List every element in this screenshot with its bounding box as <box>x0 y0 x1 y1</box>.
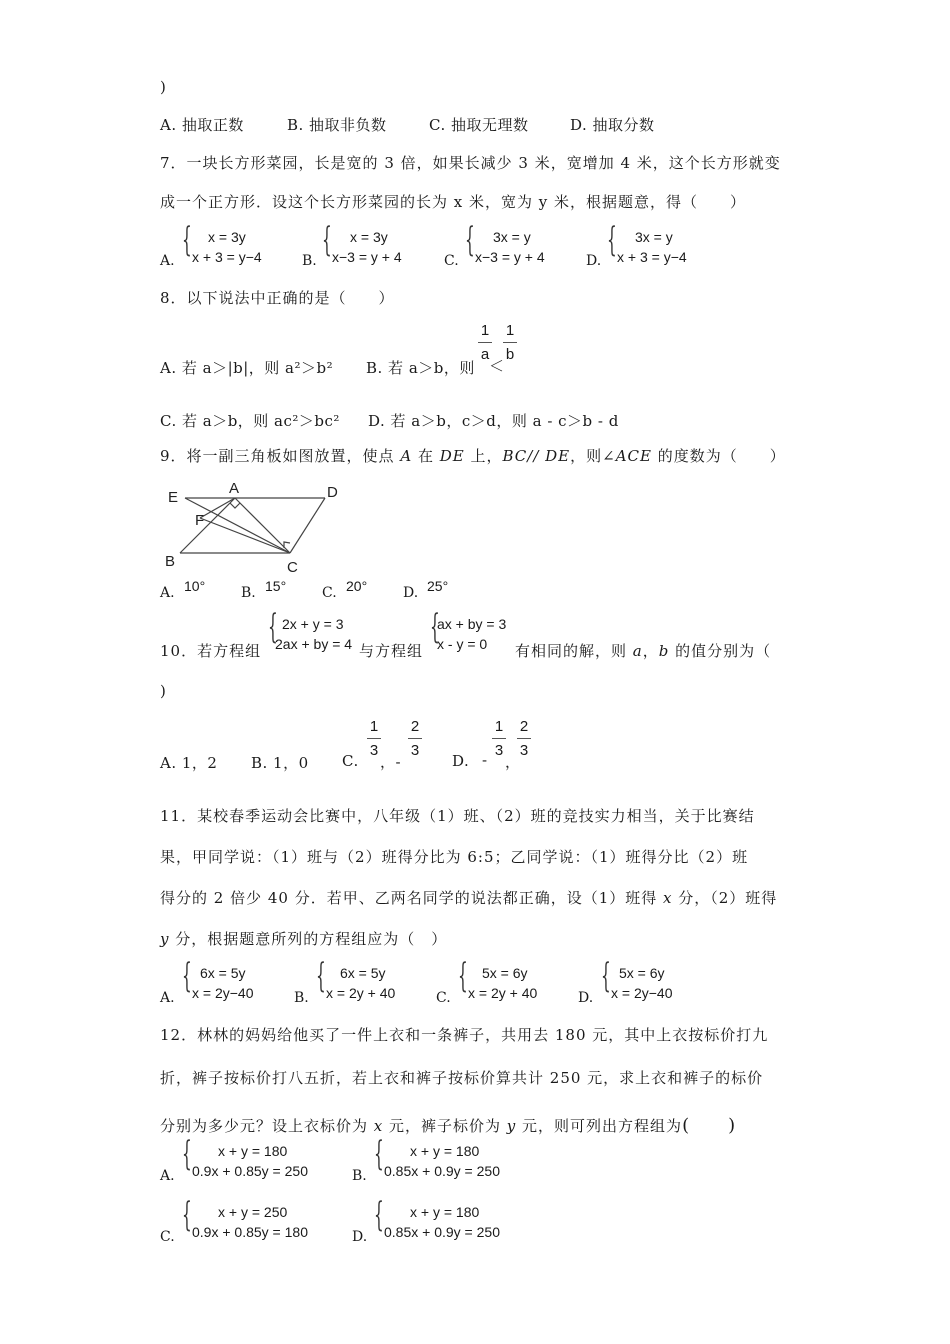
q6-option-c: C. 抽取无理数 <box>429 116 529 134</box>
q12-option-d-letter: D. <box>352 1229 368 1245</box>
text: 上， <box>464 447 503 465</box>
q12-option-b-system <box>374 1134 524 1185</box>
equation: x + y = 180 <box>218 1143 288 1159</box>
parallel-statement: BC// DE <box>502 447 571 465</box>
text: 分别为多少元？设上衣标价为 <box>160 1117 374 1135</box>
fraction-bar <box>367 738 381 739</box>
brace-icon: { <box>268 607 278 647</box>
brace-icon: { <box>182 1134 192 1174</box>
q7-option-d-letter: D. <box>586 253 602 269</box>
q10-option-c-fraction-1 <box>367 718 381 759</box>
label-C: C <box>287 559 298 576</box>
q12-stem-line2: 折，裤子按标价打八五折，若上衣和裤子按标价算共计 250 元，求上衣和裤子的标价 <box>160 1069 764 1087</box>
equation: 3x = y <box>493 229 531 245</box>
equation: 6x = 5y <box>340 965 386 981</box>
q12-stem-line1: 12．林林的妈妈给他买了一件上衣和一条裤子，共用去 180 元，其中上衣按标价打九 <box>160 1026 769 1044</box>
fraction-bar <box>408 738 422 739</box>
text: 分，（2）班得 <box>672 889 778 907</box>
numerator: 1 <box>505 322 515 339</box>
q10-prefix: 10．若方程组 <box>160 642 262 660</box>
q10-mid-text: 与方程组 <box>359 642 424 660</box>
fraction-bar <box>478 342 492 343</box>
q9-option-b-value: 15° <box>265 578 287 594</box>
q7-option-c-letter: C. <box>444 253 459 269</box>
label-F: F <box>195 512 205 529</box>
q12-option-c-system <box>182 1195 332 1246</box>
denominator: b <box>505 346 515 363</box>
q11-option-a-system <box>182 956 282 1007</box>
numerator: 1 <box>480 322 490 339</box>
q10-closing-paren: ) <box>160 682 167 700</box>
brace-icon: { <box>182 956 192 996</box>
q8-option-d: D. 若 a＞b，c＞d，则 a - c＞b - d <box>368 412 619 430</box>
q12-stem-line3 <box>160 1111 736 1137</box>
q10-option-d-fraction-2 <box>517 718 531 759</box>
text: 元，裤子标价为 <box>383 1117 507 1135</box>
q11-option-b-system <box>316 956 416 1007</box>
brace-icon: { <box>374 1195 384 1235</box>
point-label: A <box>400 447 413 465</box>
equation: x = 2y−40 <box>192 985 254 1001</box>
q11-option-c-letter: C. <box>436 990 451 1006</box>
q9-option-d-value: 25° <box>427 578 449 594</box>
q6-option-a: A. 抽取正数 <box>160 116 244 134</box>
denominator: 3 <box>410 742 420 759</box>
q9-option-c-value: 20° <box>346 578 368 594</box>
equation: 5x = 6y <box>482 965 528 981</box>
brace-icon: { <box>316 956 326 996</box>
angle-label: ACE <box>615 447 652 465</box>
q10-option-d-minus: - <box>482 751 488 769</box>
q8-stem: 8．以下说法中正确的是（ ） <box>160 289 395 307</box>
q9-option-d-letter: D. <box>403 585 419 601</box>
q11-stem-line3 <box>160 887 777 908</box>
brace-icon: { <box>182 220 192 260</box>
q10-option-c-sep: ，- <box>380 753 402 771</box>
question-closing-paren: ) <box>160 78 167 96</box>
variable-a: a <box>632 642 643 660</box>
q10-option-c-fraction-2 <box>408 718 422 759</box>
text: 的度数为（ ） <box>651 447 786 465</box>
text: 得分的 2 倍少 40 分．若甲、乙两名同学的说法都正确，设（1）班得 <box>160 889 664 907</box>
q10-option-d-fraction-1 <box>492 718 506 759</box>
text: 在 <box>412 447 440 465</box>
q6-option-d: D. 抽取分数 <box>570 116 655 134</box>
q11-stem-line4 <box>160 928 447 949</box>
equation: ax + by = 3 <box>437 616 507 632</box>
segment-DC <box>290 498 325 553</box>
variable-b: b <box>658 642 670 660</box>
q7-option-d-system <box>607 220 717 271</box>
q9-option-a-letter: A. <box>160 585 175 601</box>
q11-option-d-system <box>601 956 701 1007</box>
q12-option-c-letter: C. <box>160 1229 175 1245</box>
fraction-bar <box>492 738 506 739</box>
q7-option-a-system <box>182 220 292 271</box>
denominator: 3 <box>519 742 529 759</box>
q10-system-1 <box>268 607 363 658</box>
q9-option-a-value: 10° <box>184 578 206 594</box>
label-E: E <box>168 489 179 506</box>
q11-option-d-letter: D. <box>578 990 594 1006</box>
equation: 0.85x + 0.9y = 250 <box>384 1163 500 1179</box>
q8-relation: ＜ <box>489 357 505 375</box>
segment-BA <box>180 498 235 553</box>
q11-stem-line2: 果，甲同学说：（1）班与（2）班得分比为 6:5；乙同学说：（1）班得分比（2）班 <box>160 848 749 866</box>
q10-option-c-letter: C. <box>342 752 359 770</box>
equation: x + 3 = y−4 <box>617 249 687 265</box>
denominator: 3 <box>369 742 379 759</box>
brace-icon: { <box>601 956 611 996</box>
text: ，则∠ <box>570 447 616 465</box>
q8-option-a: A. 若 a＞|b|，则 a²＞b² <box>160 359 334 377</box>
text: 9．将一副三角板如图放置，使点 <box>160 447 401 465</box>
denominator: 3 <box>494 742 504 759</box>
q9-stem <box>160 445 786 466</box>
answer-paren: ( ) <box>682 1115 737 1136</box>
variable-x: x <box>373 1117 384 1135</box>
brace-icon: { <box>607 220 617 260</box>
q10-option-d-sep: ， <box>505 753 521 771</box>
brace-icon: { <box>322 220 332 260</box>
equation: 0.9x + 0.85y = 180 <box>192 1224 308 1240</box>
q7-option-a-letter: A. <box>160 253 175 269</box>
q7-stem-line1: 7．一块长方形菜园，长是宽的 3 倍，如果长减少 3 米，宽增加 4 米，这个长方形就变 <box>160 154 781 172</box>
equation: 2ax + by = 4 <box>275 636 353 652</box>
q7-option-b-system <box>322 220 432 271</box>
equation: x = 3y <box>350 229 388 245</box>
equation: x−3 = y + 4 <box>332 249 402 265</box>
q9-option-b-letter: B. <box>241 585 256 601</box>
equation: x = 2y + 40 <box>326 985 396 1001</box>
label-D: D <box>327 484 338 501</box>
equation: 2x + y = 3 <box>282 616 344 632</box>
equation: x = 2y−40 <box>611 985 673 1001</box>
q12-option-d-system <box>374 1195 524 1246</box>
q11-option-c-system <box>458 956 558 1007</box>
q12-option-a-letter: A. <box>160 1168 175 1184</box>
equation: x + 3 = y−4 <box>192 249 262 265</box>
q8-option-b-prefix: B. 若 a＞b，则 <box>366 359 475 377</box>
q7-option-c-system <box>465 220 575 271</box>
q6-option-b: B. 抽取非负数 <box>287 116 387 134</box>
equation: x−3 = y + 4 <box>475 249 545 265</box>
q7-option-b-letter: B. <box>302 253 317 269</box>
q7-stem-line2: 成一个正方形．设这个长方形菜园的长为 x 米，宽为 y 米，根据题意，得（ ） <box>160 193 747 211</box>
label-A: A <box>229 480 240 497</box>
brace-icon: { <box>430 607 440 647</box>
text: 分，根据题意所列的方程组应为（ ） <box>169 930 448 948</box>
brace-icon: { <box>465 220 475 260</box>
q9-option-c-letter: C. <box>322 585 337 601</box>
q12-option-a-system <box>182 1134 332 1185</box>
brace-icon: { <box>182 1195 192 1235</box>
text: 的值分别为（ <box>669 642 772 660</box>
q11-stem-line1: 11．某校春季运动会比赛中，八年级（1）班、（2）班的竞技实力相当，关于比赛结 <box>160 807 755 825</box>
equation: 5x = 6y <box>619 965 665 981</box>
equation: x - y = 0 <box>437 636 488 652</box>
equation: x + y = 180 <box>410 1143 480 1159</box>
segment-AC <box>235 498 290 553</box>
equation: x = 3y <box>208 229 246 245</box>
text: 有相同的解，则 <box>515 642 633 660</box>
equation: 0.9x + 0.85y = 250 <box>192 1163 308 1179</box>
right-angle-mark-A <box>230 503 240 508</box>
q8-fraction-2 <box>503 322 517 363</box>
segment-label: DE <box>439 447 465 465</box>
q12-option-b-letter: B. <box>352 1168 367 1184</box>
segment-FC <box>200 518 290 553</box>
numerator: 2 <box>410 718 420 735</box>
variable-x: x <box>663 889 673 907</box>
numerator: 2 <box>519 718 529 735</box>
q10-option-a: A. 1，2 <box>160 754 218 772</box>
equation: x = 2y + 40 <box>468 985 538 1001</box>
fraction-bar <box>503 342 517 343</box>
q10-system-2 <box>430 607 520 658</box>
equation: x + y = 250 <box>218 1204 288 1220</box>
text: ， <box>642 642 659 660</box>
numerator: 1 <box>369 718 379 735</box>
label-B: B <box>165 553 176 570</box>
brace-icon: { <box>458 956 468 996</box>
numerator: 1 <box>494 718 504 735</box>
equation: x + y = 180 <box>410 1204 480 1220</box>
q10-option-d-letter: D. <box>452 752 470 770</box>
fraction-bar <box>517 738 531 739</box>
q8-option-c: C. 若 a＞b，则 ac²＞bc² <box>160 412 340 430</box>
q10-option-b: B. 1，0 <box>251 754 309 772</box>
q11-option-a-letter: A. <box>160 990 175 1006</box>
q11-option-b-letter: B. <box>294 990 309 1006</box>
equation: 6x = 5y <box>200 965 246 981</box>
denominator: a <box>480 346 490 363</box>
q10-suffix <box>515 640 771 661</box>
variable-y: y <box>506 1117 517 1135</box>
equation: 0.85x + 0.9y = 250 <box>384 1224 500 1240</box>
text: 元，则可列出方程组为 <box>516 1117 683 1135</box>
q9-figure <box>160 478 360 578</box>
variable-y: y <box>160 930 170 948</box>
brace-icon: { <box>374 1134 384 1174</box>
equation: 3x = y <box>635 229 673 245</box>
